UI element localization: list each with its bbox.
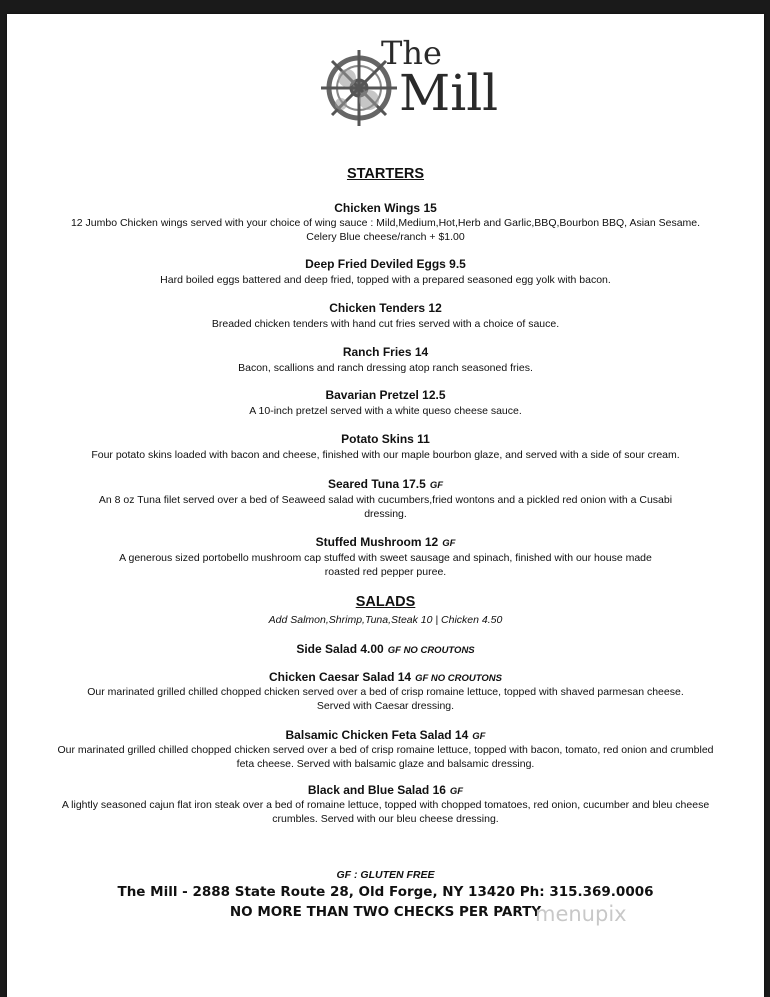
starter-name [7, 477, 764, 491]
gf-tag: GF NO CROUTONS [387, 645, 475, 656]
desc-line: roasted red pepper puree. [324, 566, 447, 578]
gf-tag: GF [472, 731, 486, 742]
desc-line: dressing. [364, 508, 407, 520]
starter-desc [37, 493, 734, 521]
the-mill-logo [317, 30, 499, 142]
desc-line: Bacon, scallions and ranch dressing atop ranch seasoned fries. [238, 362, 533, 374]
desc-line: A 10-inch pretzel served with a white queso cheese sauce. [249, 405, 522, 417]
salad-name [7, 670, 764, 684]
desc-line: Celery Blue cheese/ranch + $1.00 [306, 231, 465, 243]
desc-line: Four potato skins loaded with bacon and cheese, finished with our maple bourbon glaze, and served with a side of sour cream. [91, 449, 680, 461]
salad-desc [11, 743, 760, 771]
gf-legend: GF : GLUTEN FREE [336, 869, 435, 881]
logo-the: The [381, 34, 442, 72]
item-title: Black and Blue Salad 16 [307, 783, 446, 797]
desc-line: Our marinated grilled chilled chopped chicken served over a bed of crisp romaine lettuce, topped with bacon, tomato, red onion and crumbled [57, 744, 714, 756]
starter-desc [37, 551, 734, 579]
desc-line: 12 Jumbo Chicken wings served with your choice of wing sauce : Mild,Medium,Hot,Herb and Garlic,BBQ,Bourbon BBQ, Asian Sesame. [70, 217, 701, 229]
salads-heading: SALADS [355, 594, 416, 610]
gf-tag: GF [442, 538, 456, 549]
item-title: Balsamic Chicken Feta Salad 14 [285, 728, 469, 742]
desc-line: A generous sized portobello mushroom cap stuffed with sweet sausage and spinach, finished with our house made [119, 552, 652, 564]
salad-name [7, 783, 764, 797]
starters-heading: STARTERS [346, 166, 425, 182]
desc-line: An 8 oz Tuna filet served over a bed of Seaweed salad with cucumbers,fried wontons and a pickled red onion with a Cusabi [98, 494, 673, 506]
starter-name: Ranch Fries 14 [342, 345, 429, 359]
logo-mill: Mill [399, 64, 499, 122]
salad-name [7, 728, 764, 742]
desc-line: Our marinated grilled chilled chopped chicken served over a bed of crisp romaine lettuce, topped with shaved parmesan cheese. [87, 686, 684, 698]
starter-name: Chicken Wings 15 [334, 201, 437, 215]
desc-line: crumbles. Served with our bleu cheese dressing. [272, 813, 499, 825]
salad-desc [17, 798, 754, 826]
starter-name: Potato Skins 11 [341, 432, 430, 446]
gf-tag: GF NO CROUTONS [415, 673, 502, 684]
starter-name [7, 535, 764, 549]
starter-desc [17, 216, 754, 244]
menu-page [7, 14, 764, 997]
starter-name: Deep Fried Deviled Eggs 9.5 [305, 257, 466, 271]
gf-tag: GF [429, 480, 444, 491]
starter-desc [37, 404, 734, 418]
item-title: Seared Tuna 17.5 [327, 477, 426, 491]
desc-line: feta cheese. Served with balsamic glaze and balsamic dressing. [236, 758, 535, 770]
salad-desc [17, 685, 754, 713]
starter-name: Bavarian Pretzel 12.5 [325, 388, 446, 402]
menupix-watermark: menupix [535, 902, 627, 926]
starter-desc [17, 448, 754, 462]
desc-line: Hard boiled eggs battered and deep fried, topped with a prepared seasoned egg yolk with bacon. [160, 274, 611, 286]
address-line: The Mill - 2888 State Route 28, Old Forge, NY 13420 Ph: 315.369.0006 [117, 884, 654, 900]
starter-desc [37, 273, 734, 287]
checks-policy: NO MORE THAN TWO CHECKS PER PARTY [229, 904, 542, 920]
desc-line: A lightly seasoned cajun flat iron steak over a bed of romaine lettuce, topped with chopped tomatoes, red onion, cucumber and bleu cheese [61, 799, 710, 811]
item-title: Stuffed Mushroom 12 [315, 535, 439, 549]
item-title: Side Salad 4.00 [296, 642, 384, 656]
salad-add-ons-note: Add Salmon,Shrimp,Tuna,Steak 10 | Chicken 4.50 [268, 614, 503, 626]
starter-desc [37, 317, 734, 331]
desc-line: Breaded chicken tenders with hand cut fries served with a choice of sauce. [211, 318, 560, 330]
desc-line: Served with Caesar dressing. [316, 700, 455, 712]
salad-name [7, 642, 764, 656]
starter-name: Chicken Tenders 12 [329, 301, 442, 315]
starter-desc [37, 361, 734, 375]
item-title: Chicken Caesar Salad 14 [269, 670, 412, 684]
gf-tag: GF [449, 786, 464, 797]
